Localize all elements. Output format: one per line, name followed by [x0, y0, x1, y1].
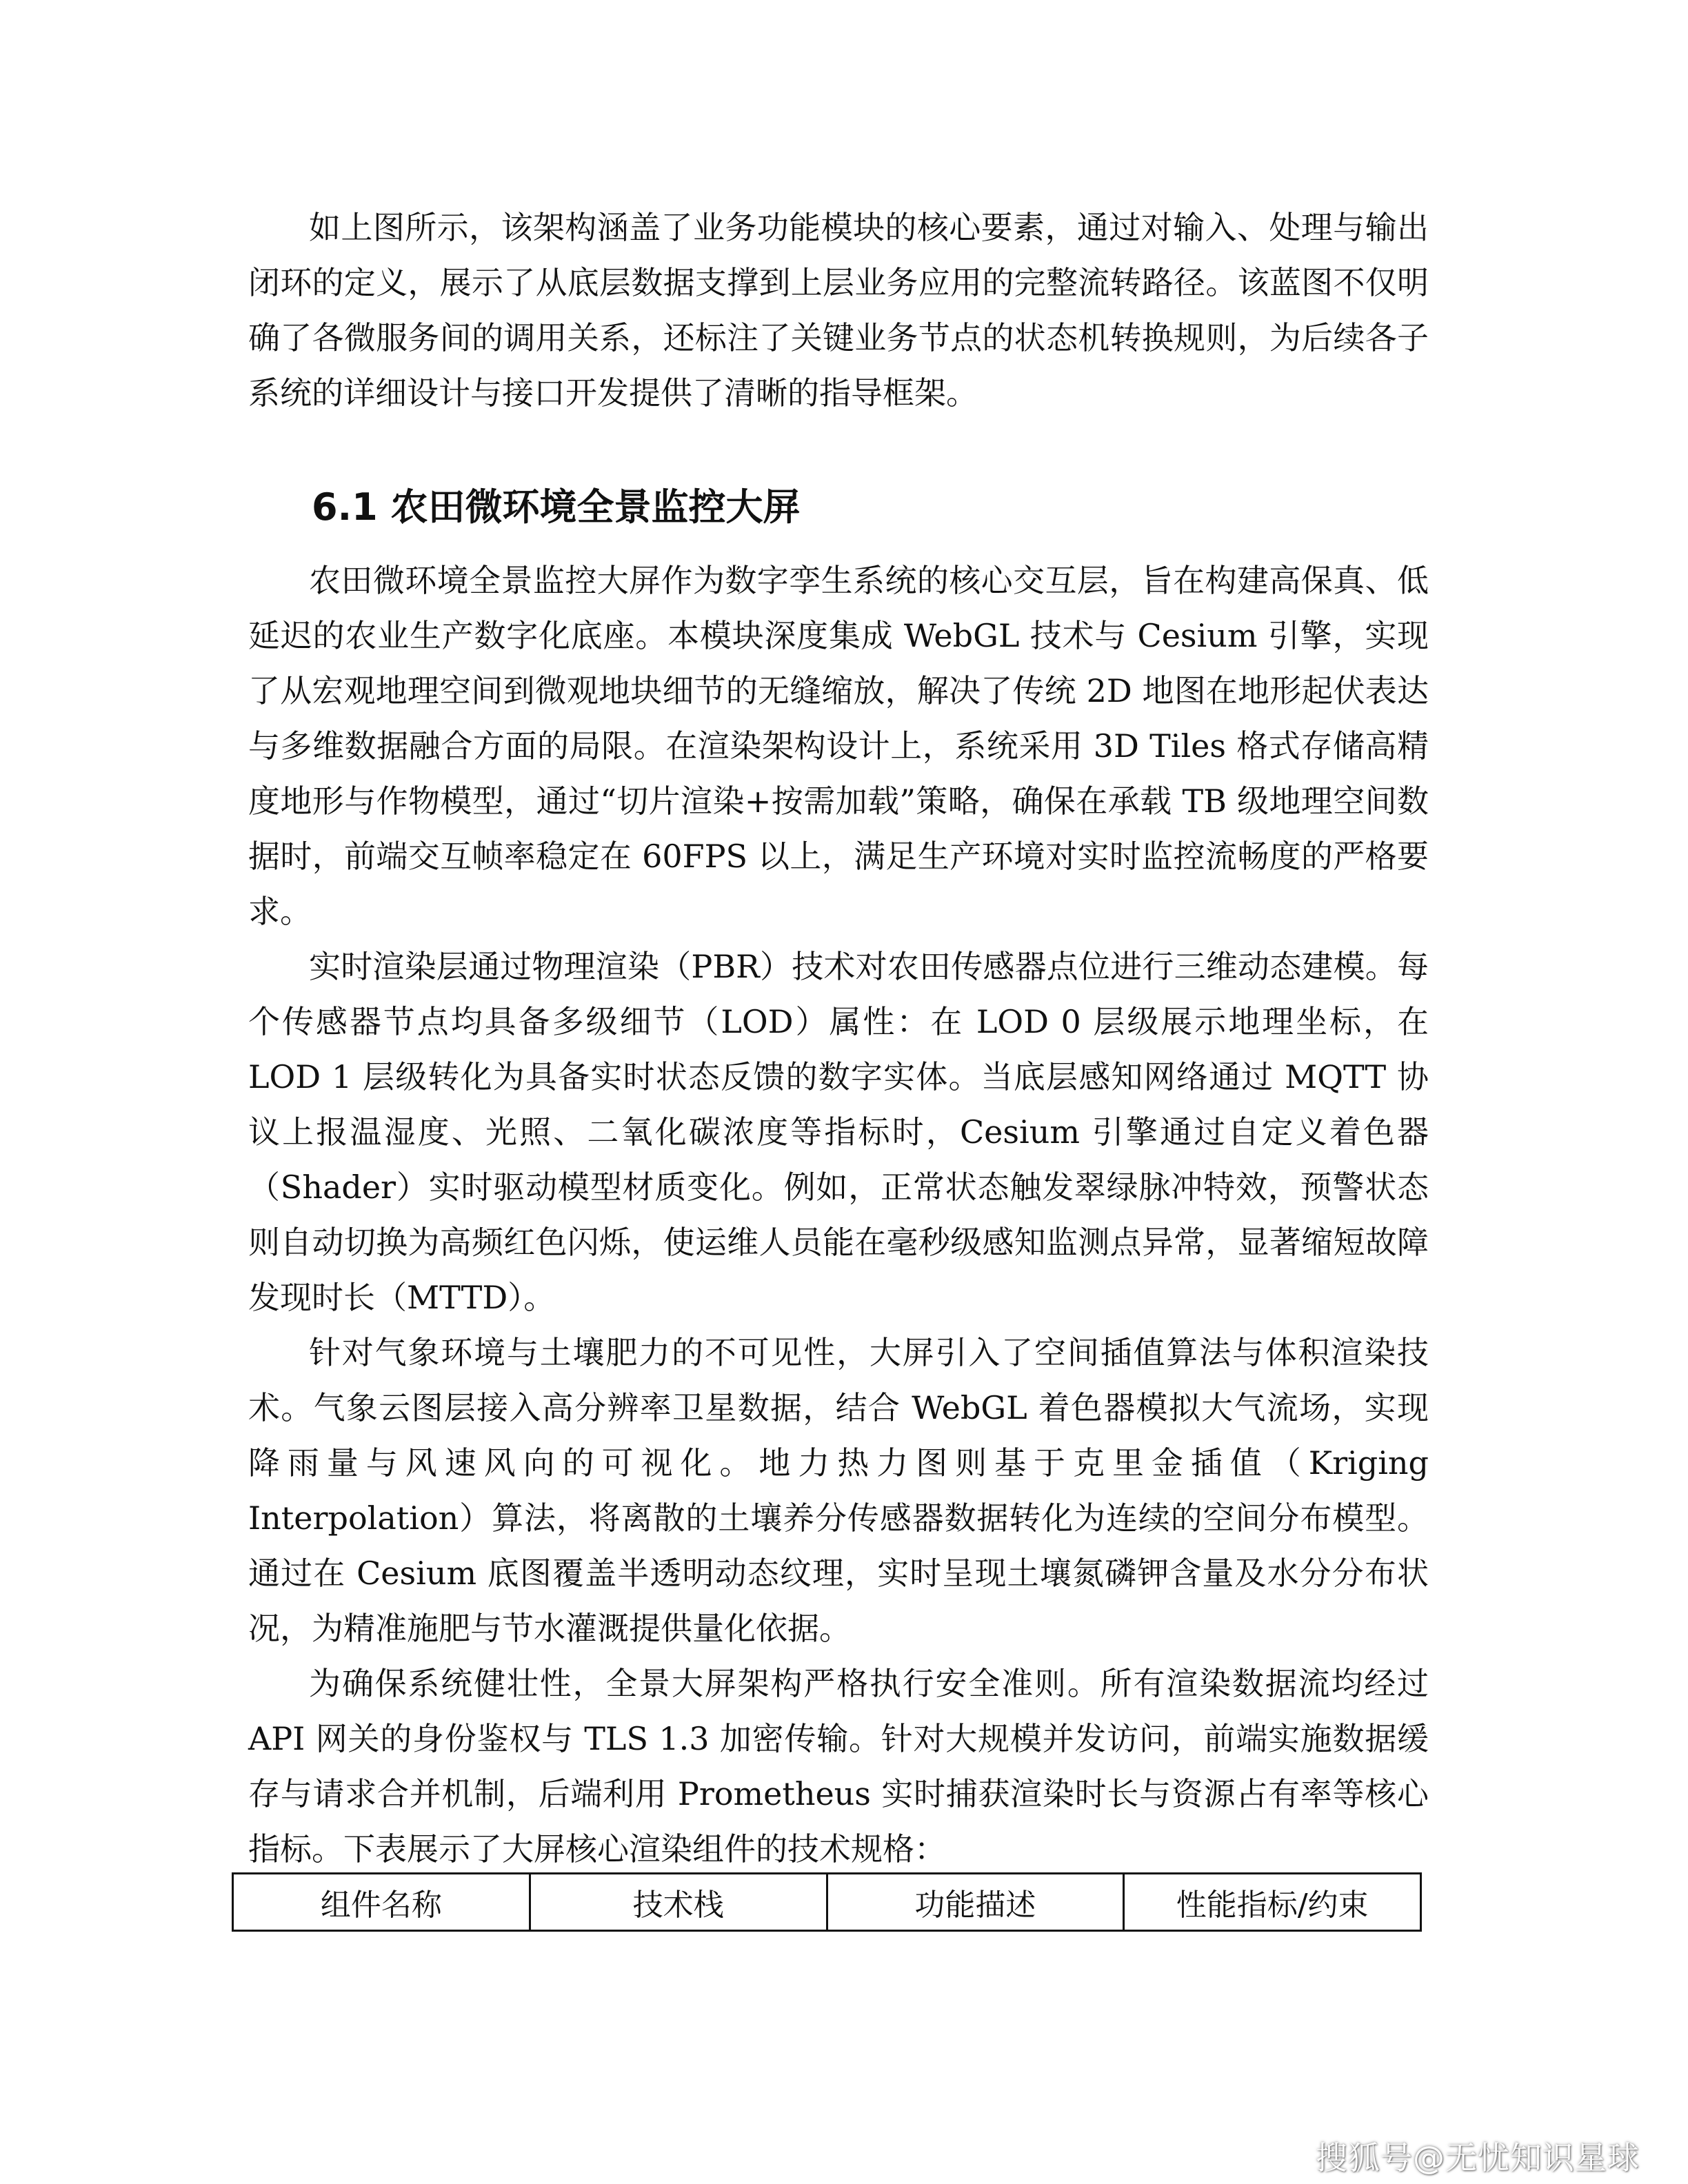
intro-paragraph: 如上图所示，该架构涵盖了业务功能模块的核心要素，通过对输入、处理与输出闭环的定义，展示了从底层数据支撑到上层业务应用的完整流转路径。该蓝图不仅明确了各微服务间的调用关系，还标注了关键业务节点的状态机转换规则，为后续各子系统的详细设计与接口开发提供了清晰的指导框架。 — [248, 209, 1429, 412]
table-header-component-name: 组件名称 — [233, 1874, 530, 1931]
paragraph-overview: 农田微环境全景监控大屏作为数字孪生系统的核心交互层，旨在构建高保真、低延迟的农业生产数字化底座。本模块深度集成 WebGL 技术与 Cesium 引擎，实现了从宏观地理空间到微观地块细节的无缝缩放，解决了传统 2D 地图在地形起伏表达与多维数据融合方面的局限。在渲染架构设计上，系统采用 3D Tiles 格式存储高精度地形与作物模型，通过“切片渲染+按需加载”策略，确保在承载 TB 级地理空间数据时，前端交互帧率稳定在 60FPS 以上，满足生产环境对实时监控流畅度的严格要求。 — [248, 562, 1429, 930]
watermark: 搜狐号@无忧知识星球 — [1316, 2139, 1640, 2176]
table-header-performance: 性能指标/约束 — [1124, 1874, 1421, 1931]
section-heading: 6.1 农田微环境全景监控大屏 — [312, 485, 801, 529]
table-header-function: 功能描述 — [827, 1874, 1124, 1931]
paragraph-weather-soil: 针对气象环境与土壤肥力的不可见性，大屏引入了空间插值算法与体积渲染技术。气象云图层接入高分辨率卫星数据，结合 WebGL 着色器模拟大气流场，实现降雨量与风速风向的可视化。地力热力图则基于克里金插值（Kriging Interpolation）算法，将离散的土壤养分传感器数据转化为连续的空间分布模型。通过在 Cesium 底图覆盖半透明动态纹理，实时呈现土壤氮磷钾含量及水分分布状况，为精准施肥与节水灌溉提供量化依据。 — [248, 1334, 1429, 1647]
table-header-tech-stack: 技术栈 — [530, 1874, 827, 1931]
table-header-row — [233, 1874, 1421, 1931]
spec-table — [232, 1872, 1422, 1932]
paragraph-security: 为确保系统健壮性，全景大屏架构严格执行安全准则。所有渲染数据流均经过 API 网关的身份鉴权与 TLS 1.3 加密传输。针对大规模并发访问，前端实施数据缓存与请求合并机制，后端利用 Prometheus 实时捕获渲染时长与资源占有率等核心指标。下表展示了大屏核心渲染组件的技术规格： — [248, 1665, 1429, 1868]
paragraph-realtime-rendering: 实时渲染层通过物理渲染（PBR）技术对农田传感器点位进行三维动态建模。每个传感器节点均具备多级细节（LOD）属性：在 LOD 0 层级展示地理坐标，在 LOD 1 层级转化为具备实时状态反馈的数字实体。当底层感知网络通过 MQTT 协议上报温湿度、光照、二氧化碳浓度等指标时，Cesium 引擎通过自定义着色器（Shader）实时驱动模型材质变化。例如，正常状态触发翠绿脉冲特效，预警状态则自动切换为高频红色闪烁，使运维人员能在毫秒级感知监测点异常，显著缩短故障发现时长（MTTD）。 — [248, 948, 1429, 1316]
